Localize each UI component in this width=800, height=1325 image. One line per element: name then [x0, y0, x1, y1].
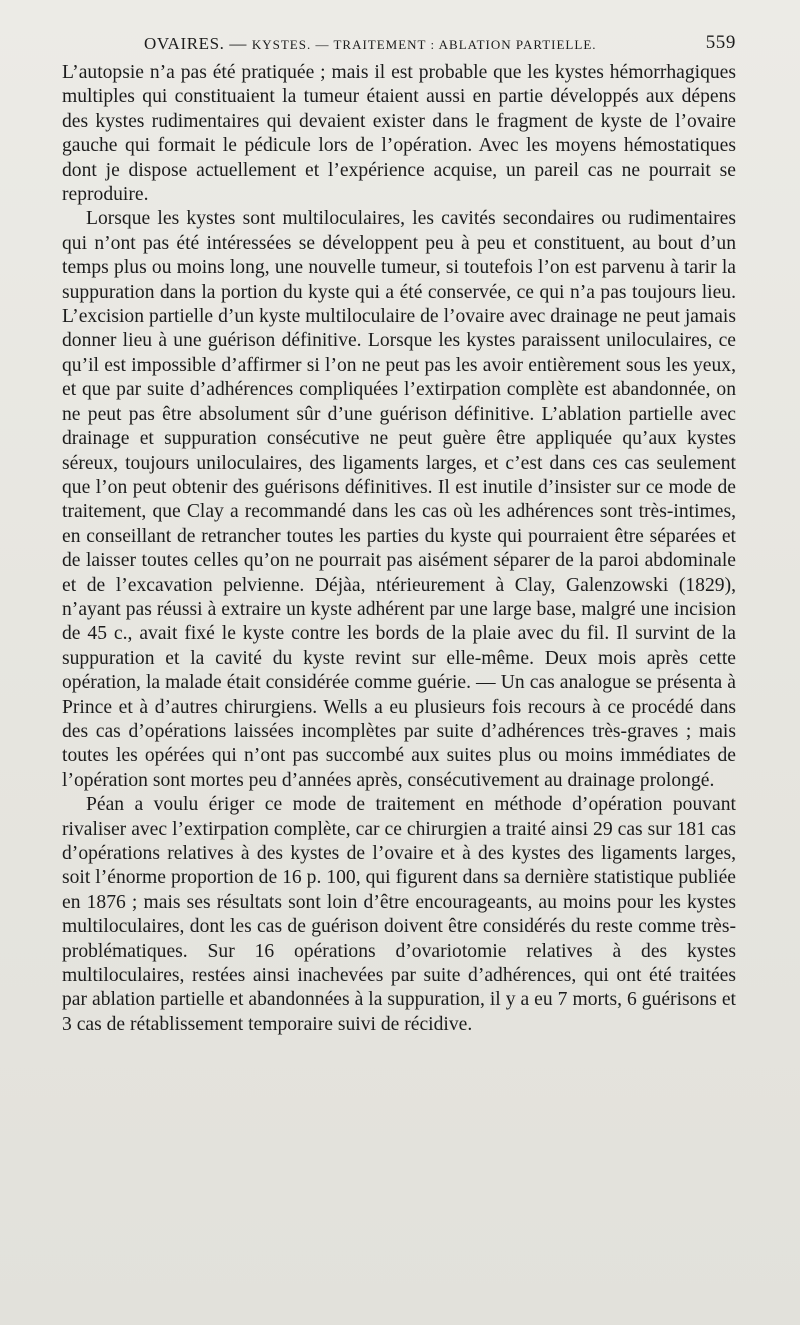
running-title-lead: OVAIRES. —	[144, 34, 252, 53]
paragraph-2: Lorsque les kystes sont multiloculaires, les cavités secondaires ou rudimentaires qui n’ont pas été intéressées se développent peu à peu et constituent, au bout d’un temps plus ou moins long, une nouvelle tumeur, si toutefois l’on est parvenu à tarir la suppuration dans la portion du kyste qui a été conservée, ce qui n’a pas toujours lieu. L’excision partielle d’un kyste multiloculaire de l’ovaire avec drainage ne peut jamais donner lieu à une guérison définitive. Lorsque les kystes paraissent uniloculaires, ce qu’il est impossible d’affirmer si l’on ne peut pas les avoir entièrement sous les yeux, et que par suite d’adhérences compliquées l’extirpation complète est abandonnée, on ne peut pas être absolument sûr d’une guérison définitive. L’ablation partielle avec drainage et suppuration consécutive ne peut guère être appliquée qu’aux kystes séreux, toujours uniloculaires, des ligaments larges, et c’est dans ces cas seulement que l’on peut obtenir des guérisons définitives. Il est inutile d’insister sur ce mode de traitement, que Clay a recommandé dans les cas où les adhérences sont très-intimes, en conseillant de retrancher toutes les parties du kyste qui pourraient être séparées et de laisser toutes celles qu’on ne pourrait pas aisément séparer de la paroi abdominale et de l’excavation pelvienne. Déjàa, ntérieurement à Clay, Galenzowski (1829), n’ayant pas réussi à extraire un kyste adhérent par une large base, malgré une incision de 45 c., avait fixé le kyste contre les bords de la plaie avec du fil. Il survint de la suppuration et la cavité du kyste revint sur elle-même. Deux mois après cette opération, la malade était considérée comme guérie. — Un cas analogue se présenta à Prince et à d’autres chirurgiens. Wells a eu plusieurs fois recours à ce procédé dans des cas d’opérations laissées incomplètes par suite d’adhérences très-graves ; mais toutes les opérées qui n’ont pas succombé aux suites plus ou moins immédiates de l’opération sont mortes peu d’années après, consécutivement au drainage prolongé.	[62, 208, 736, 791]
body-text	[62, 61, 736, 1037]
running-title	[144, 34, 597, 54]
page-number: 559	[705, 32, 736, 53]
running-title-subject: KYSTES. — TRAITEMENT : ABLATION PARTIELLE.	[251, 37, 597, 52]
paragraph-1: L’autopsie n’a pas été pratiquée ; mais il est probable que les kystes hémorrhagiques multiples qui constituaient la tumeur étaient aussi en partie développés aux dépens des kystes rudimentaires qui devaient exister dans le fragment de kyste de l’ovaire gauche qui formait le pédicule lors de l’opération. Avec les moyens hémostatiques dont je dispose actuellement et l’expérience acquise, un pareil cas ne pourrait se reproduire.	[62, 62, 736, 206]
running-header	[62, 32, 738, 56]
paragraph-3: Péan a voulu ériger ce mode de traitement en méthode d’opération pouvant rivaliser avec l’extirpation complète, car ce chirurgien a traité ainsi 29 cas sur 181 cas d’opérations relatives à des kystes de l’ovaire et à des kystes des ligaments larges, soit l’énorme proportion de 16 p. 100, qui figurent dans sa dernière statistique publiée en 1876 ; mais ses résultats sont loin d’être encourageants, au moins pour les kystes multiloculaires, dont les cas de guérison doivent être considérés du reste comme très-problématiques. Sur 16 opérations d’ovariotomie relatives à des kystes multiloculaires, restées ainsi inachevées par suite d’adhérences, qui ont été traitées par ablation partielle et abandonnées à la suppuration, il y a eu 7 morts, 6 guérisons et 3 cas de rétablissement temporaire suivi de récidive.	[62, 794, 736, 1035]
